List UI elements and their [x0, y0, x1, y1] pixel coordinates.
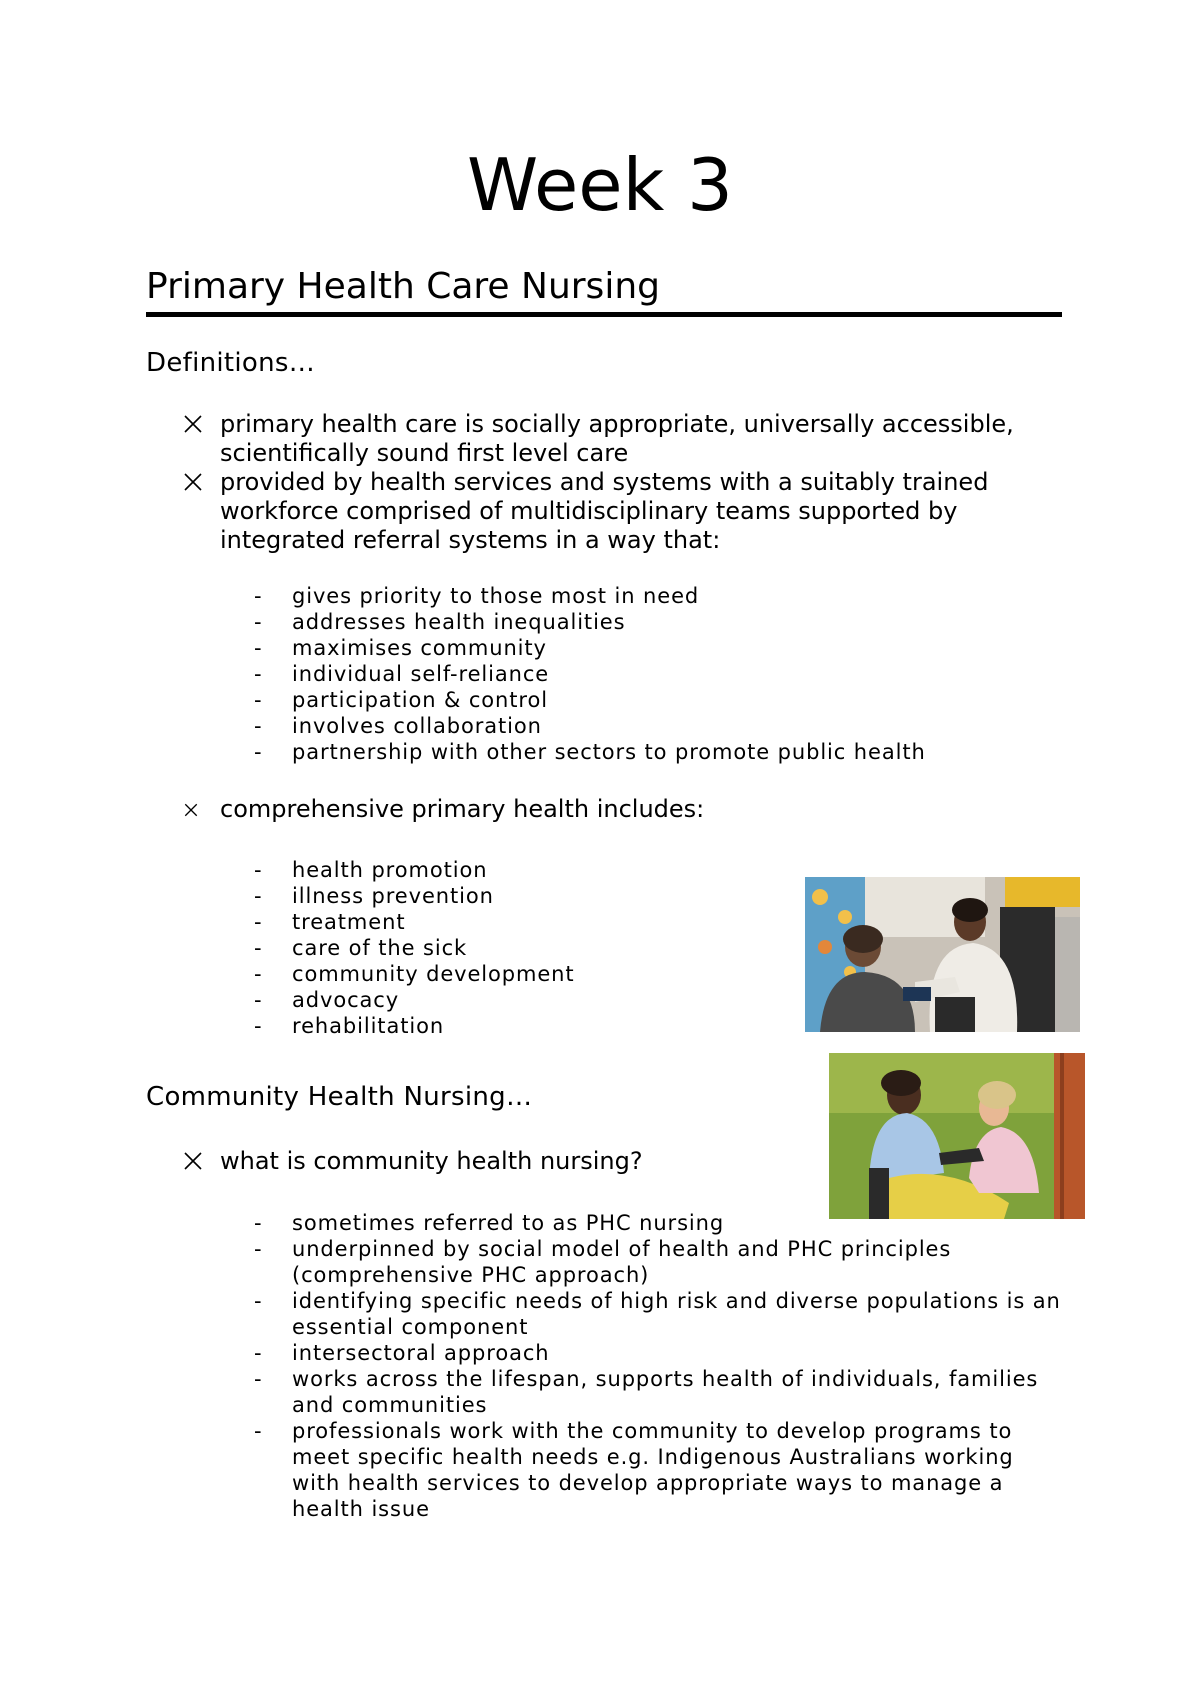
dash-bullet: - [254, 858, 263, 882]
question-text: what is community health nursing? [220, 1147, 643, 1175]
community-health-nursing-heading: Community Health Nursing… [146, 1082, 533, 1112]
dash-bullet: - [254, 714, 263, 738]
outdoor-health-check-photo [829, 1053, 1085, 1219]
includes-list [252, 857, 752, 1039]
definition-text: primary health care is socially appropriate, universally accessible, scientifically sound first level care [220, 410, 1014, 467]
list-item: - treatment [254, 910, 406, 934]
dash-bullet: - [254, 1211, 263, 1235]
clinic-nurse-photo [805, 877, 1080, 1032]
list-item: - individual self-reliance [254, 662, 550, 686]
dash-bullet: - [254, 936, 263, 960]
dash-bullet: - [254, 662, 263, 686]
dash-bullet: - [254, 1419, 263, 1443]
dash-bullet: - [254, 1289, 263, 1313]
list-item: - illness prevention [254, 884, 494, 908]
list-item: - community development [254, 962, 575, 986]
dash-bullet: - [254, 1341, 263, 1365]
list-item [182, 468, 1042, 555]
dash-bullet: - [254, 962, 263, 986]
definition-text: provided by health services and systems with a suitably trained workforce comprised of multidisciplinary teams supported by integrated referral systems in a way that: [220, 468, 989, 554]
list-item: - underpinned by social model of health and PHC principles (comprehensive PHC approach) [254, 1237, 952, 1287]
list-item: - health promotion [254, 858, 488, 882]
list-item: - gives priority to those most in need [254, 584, 700, 608]
list-item: - identifying specific needs of high risk and diverse populations is an essential component [254, 1289, 1061, 1339]
dash-bullet: - [254, 688, 263, 712]
dash-bullet: - [254, 1237, 263, 1261]
comprehensive-list [182, 795, 982, 824]
list-item: - intersectoral approach [254, 1341, 550, 1365]
list-item: - rehabilitation [254, 1014, 445, 1038]
section-heading-primary-health-care-nursing: Primary Health Care Nursing [146, 266, 660, 307]
list-item: - participation & control [254, 688, 548, 712]
dash-bullet: - [254, 740, 263, 764]
dash-bullet: - [254, 884, 263, 908]
cross-bullet-icon [182, 471, 204, 493]
definitions-heading: Definitions… [146, 348, 316, 378]
list-item: - partnership with other sectors to promote public health [254, 740, 926, 764]
list-item [182, 410, 1042, 468]
heading-underline [146, 312, 1062, 317]
cross-bullet-icon [182, 1150, 204, 1172]
list-item: - professionals work with the community to develop programs to meet specific health needs e.g. Indigenous Australians working with health services to develop appropriate ways to manage a health issue [254, 1419, 1014, 1521]
list-item: - works across the lifespan, supports health of individuals, families and communities [254, 1367, 1039, 1417]
list-item: - advocacy [254, 988, 400, 1012]
list-item: - involves collaboration [254, 714, 542, 738]
dash-bullet: - [254, 636, 263, 660]
list-item: - care of the sick [254, 936, 468, 960]
dash-bullet: - [254, 1014, 263, 1038]
list-item: - addresses health inequalities [254, 610, 626, 634]
dash-bullet: - [254, 988, 263, 1012]
list-item [182, 1147, 802, 1176]
community-question-list [182, 1147, 802, 1176]
way-that-list [252, 583, 952, 765]
list-item: - maximises community [254, 636, 547, 660]
list-item [182, 795, 982, 824]
cross-bullet-icon [182, 801, 200, 819]
community-nursing-list [252, 1210, 1062, 1522]
definitions-list [182, 410, 1042, 555]
comprehensive-text: comprehensive primary health includes: [220, 795, 705, 823]
dash-bullet: - [254, 910, 263, 934]
dash-bullet: - [254, 1367, 263, 1391]
cross-bullet-icon [182, 413, 204, 435]
dash-bullet: - [254, 610, 263, 634]
dash-bullet: - [254, 584, 263, 608]
page-title: Week 3 [467, 143, 733, 227]
list-item: - sometimes referred to as PHC nursing [254, 1211, 725, 1235]
